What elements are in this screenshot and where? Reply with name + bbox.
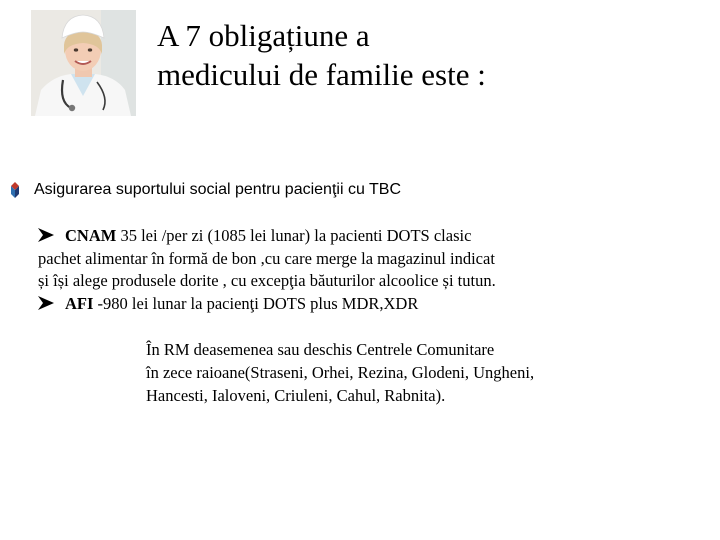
item-text: 35 lei /per zi (1085 lei lunar) la pacienti DOTS clasic <box>116 226 472 245</box>
title-line-2: medicului de familie este : <box>157 57 486 92</box>
page-title <box>157 16 677 94</box>
doctor-photo <box>31 10 136 116</box>
list-item-line <box>38 225 658 248</box>
item-text: -980 lei lunar la pacienţi DOTS plus MDR,XDR <box>93 293 419 313</box>
arrow-bullet-icon <box>38 228 54 242</box>
bullet-icon <box>8 182 22 198</box>
list-item-line: și își alege produsele dorite , cu excepţia băuturilor alcoolice și tutun. <box>38 271 496 290</box>
title-line-1: A 7 obligațiune a <box>157 18 370 53</box>
community-centres-note <box>146 338 686 407</box>
note-line: în zece raioane(Straseni, Orhei, Rezina, Glodeni, Ungheni, <box>146 363 535 382</box>
item-bold-label: AFI <box>65 293 94 313</box>
list-item-line <box>38 293 658 316</box>
main-bullet <box>8 180 401 200</box>
list-item-line: pachet alimentar în formă de bon ,cu care merge la magazinul indicat <box>38 248 495 268</box>
note-line: Hancesti, Ialoveni, Criuleni, Cahul, Rabnita). <box>146 386 446 405</box>
list-item-cnam <box>38 225 658 293</box>
item-bold-label: CNAM <box>65 226 117 245</box>
note-line: În RM deasemenea sau deschis Centrele Comunitare <box>146 340 495 359</box>
bullet-text: Asigurarea suportului social pentru pacienţii cu TBC <box>34 181 402 198</box>
arrow-bullet-icon <box>38 296 54 310</box>
benefits-list <box>38 225 658 315</box>
list-item-afi <box>38 293 658 316</box>
